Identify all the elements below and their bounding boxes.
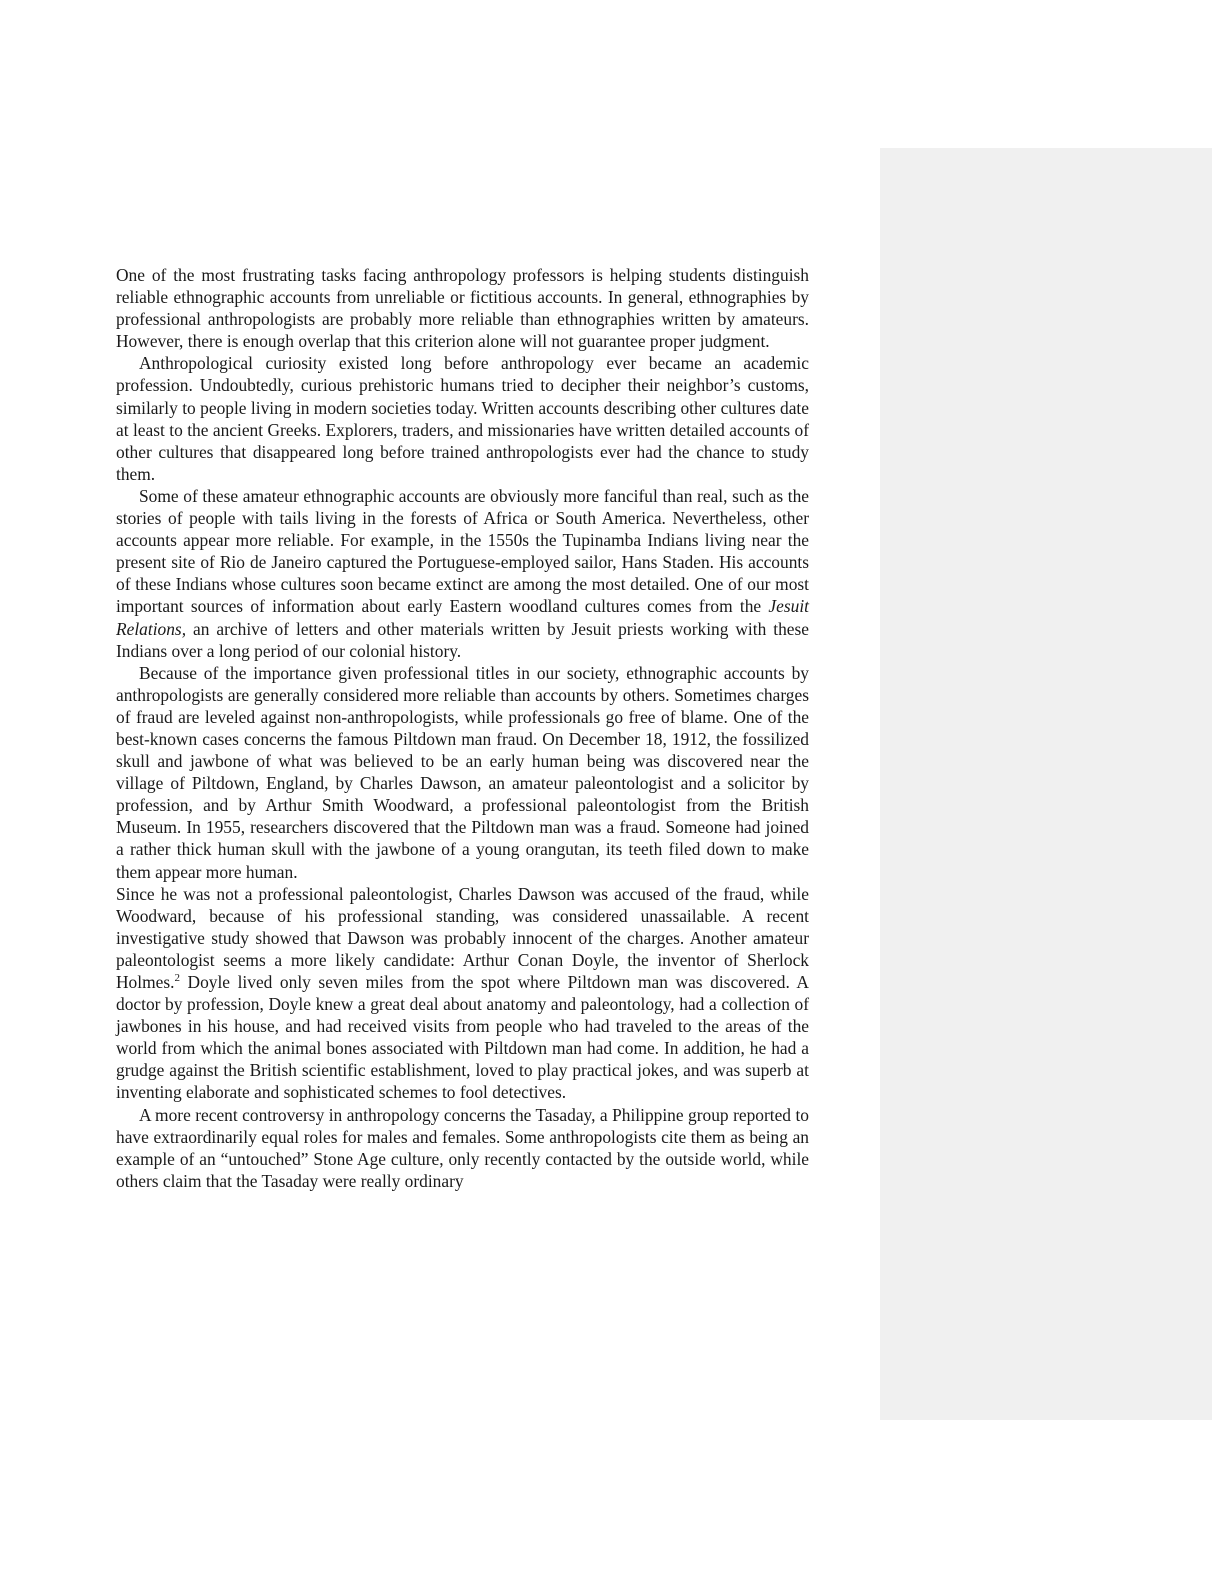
paragraph-3-text-b: an archive of letters and other materials written by Jesuit priests working with these Indians over a long period of our colonial history.	[116, 618, 809, 661]
paragraph-5-text-a: Since he was not a professional paleontologist, Charles Dawson was accused of the fraud, while Woodward, because of his professional standing, was considered unassailable. A recent investigative study showed that Dawson was probably innocent of the charges. Another amateur paleontologist seems a more likely candidate: Arthur Conan Doyle, the inventor of Sherlock Holmes.	[116, 883, 809, 992]
paragraph-6: A more recent controversy in anthropology concerns the Tasaday, a Philippine group reported to have extraordinarily equal roles for males and females. Some anthropologists cite them as being an example of an “untouched” Stone Age culture, only recently contacted by the outside world, while others claim that the Tasaday were really ordinary	[116, 1104, 809, 1191]
paragraph-3-text-a: Some of these amateur ethnographic accounts are obviously more fanciful than real, such as the stories of people with tails living in the forests of Africa or South America. Nevertheless, other accounts appear more reliable. For example, in the 1550s the Tupinamba Indians living near the present site of Rio de Janeiro captured the Portuguese-employed sailor, Hans Staden. His accounts of these Indians whose cultures soon became extinct are among the most detailed. One of our most important sources of information about early Eastern woodland cultures comes from the	[116, 485, 809, 617]
paragraph-4: Because of the importance given professional titles in our society, ethnographic accounts by anthropologists are generally considered more reliable than accounts by others. Sometimes charges of fraud are leveled against non-anthropologists, while professionals go free of blame. One of the best-known cases concerns the famous Piltdown man fraud. On December 18, 1912, the fossilized skull and jawbone of what was believed to be an early human being was discovered near the village of Piltdown, England, by Charles Dawson, an amateur paleontologist and a solicitor by profession, and by Arthur Smith Woodward, a professional paleontologist from the British Museum. In 1955, researchers discovered that the Piltdown man was a fraud. Someone had joined a rather thick human skull with the jawbone of a young orangutan, its teeth filed down to make them appear more human.	[116, 662, 809, 882]
paragraph-3	[116, 485, 809, 662]
paragraph-1: One of the most frustrating tasks facing anthropology professors is helping students distinguish reliable ethnographic accounts from unreliable or fictitious accounts. In general, ethnographies by professional anthropologists are probably more reliable than ethnographies written by amateurs. However, there is enough overlap that this criterion alone will not guarantee proper judgment.	[116, 265, 809, 352]
footnote-reference[interactable]: 2	[174, 972, 180, 984]
document-body	[116, 264, 809, 1192]
paragraph-2: Anthropological curiosity existed long before anthropology ever became an academic profession. Undoubtedly, curious prehistoric humans tried to decipher their neighbor’s customs, similarly to people living in modern societies today. Written accounts describing other cultures date at least to the ancient Greeks. Explorers, traders, and missionaries have written detailed accounts of other cultures that disappeared long before trained anthropologists ever had the chance to study them.	[116, 353, 809, 484]
paragraph-5-text-b: Doyle lived only seven miles from the spot where Piltdown man was discovered. A doctor by profession, Doyle knew a great deal about anatomy and paleontology, had a collection of jawbones in his house, and had received visits from people who had traveled to the areas of the world from which the animal bones associated with Piltdown man had come. In addition, he had a grudge against the British scientific establishment, loved to play practical jokes, and was superb at inventing elaborate and sophisticated schemes to fool detectives.	[116, 972, 809, 1103]
paragraph-5	[116, 883, 809, 1104]
comment-pane	[880, 148, 1212, 1420]
jesuit-relations-title: Jesuit Relations,	[116, 596, 809, 639]
